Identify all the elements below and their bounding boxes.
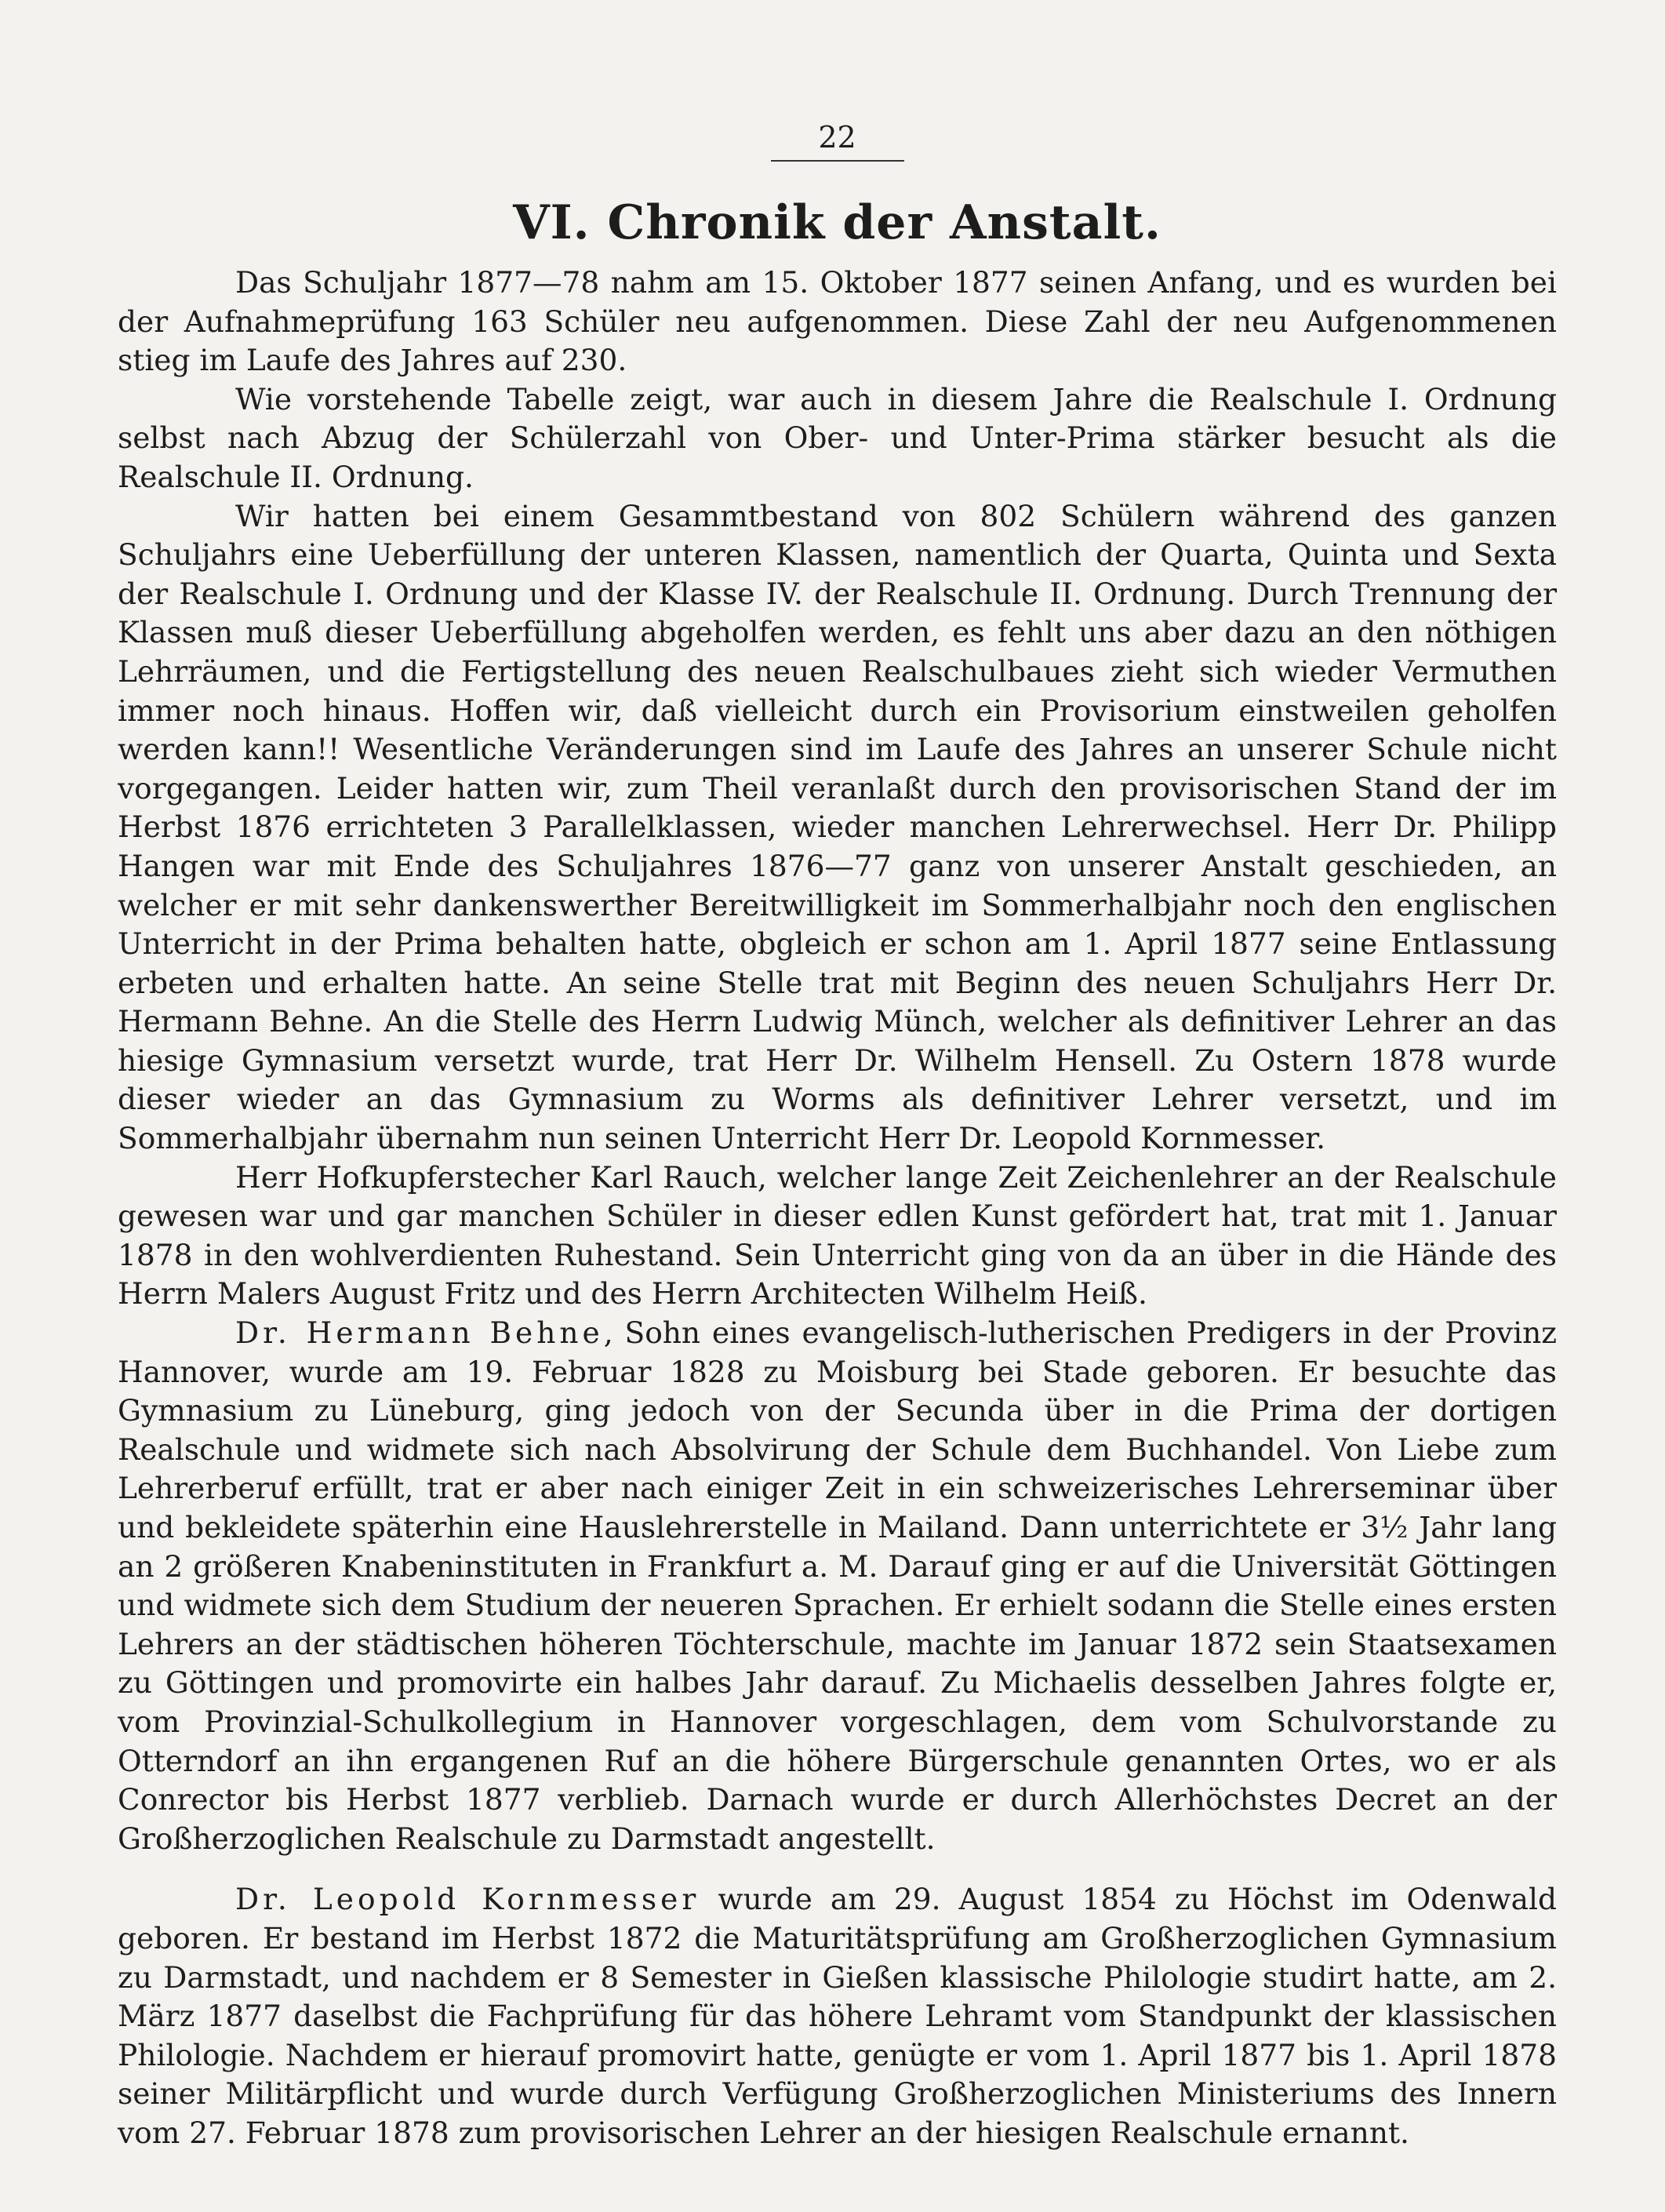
chapter-title: VI. Chronik der Anstalt.: [513, 195, 1162, 250]
paragraph-overcrowding-and-staff: Wir hatten bei einem Gesammtbestand von 802 Schülern während des ganzen Schuljahrs eine Ueberfüllung der unteren Klassen, namentlich der Quarta, Quinta und Sexta der Realschule I. Ordnung und der Klasse IV. der Realschule II. Ordnung. Durch Trennung der Klassen muß dieser Ueberfüllung abgeholfen werden, es fehlt uns aber dazu an den nöthigen Lehrräumen, und die Fertigstellung des neuen Realschulbaues zieht sich wieder Vermuthen immer noch hinaus. Hoffen wir, daß vielleicht durch ein Provisorium einstweilen geholfen werden kann!! Wesentliche Veränderungen sind im Laufe des Jahres an unserer Schule nicht vorgegangen. Leider hatten wir, zum Theil veranlaßt durch den provisorischen Stand der im Herbst 1876 errichteten 3 Parallelklassen, wieder manchen Lehrerwechsel. Herr Dr. Philipp Hangen war mit Ende des Schuljahres 1876—77 ganz von unserer Anstalt geschieden, an welcher er mit sehr dankenswerther Bereitwilligkeit im Sommerhalbjahr noch den englischen Unterricht in der Prima behalten hatte, obgleich er schon am 1. April 1877 seine Entlassung erbeten und erhalten hatte. An seine Stelle trat mit Beginn des neuen Schuljahrs Herr Dr. Hermann Behne. An die Stelle des Herrn Ludwig Münch, welcher als definitiver Lehrer an das hiesige Gymnasium versetzt wurde, trat Herr Dr. Wilhelm Hensell. Zu Ostern 1878 wurde dieser wieder an das Gymnasium zu Worms als definitiver Lehrer versetzt, und im Sommerhalbjahr übernahm nun seinen Unterricht Herr Dr. Leopold Kornmesser.: [118, 498, 1557, 1156]
paragraph-school-year: Das Schuljahr 1877—78 nahm am 15. Oktober 1877 seinen Anfang, und es wurden bei der Aufnahmeprüfung 163 Schüler neu aufgenommen. Diese Zahl der neu Aufgenommenen stieg im Laufe des Jahres auf 230.: [118, 265, 1557, 378]
page-number: 22: [818, 120, 856, 155]
person-name-behne: Dr. Hermann Behne: [235, 1315, 604, 1351]
paragraph-behne-text: , Sohn eines evangelisch-lutherischen Predigers in der Provinz Hannover, wurde am 19. Februar 1828 zu Moisburg bei Stade geboren. Er besuchte das Gymnasium zu Lüneburg, ging jedoch von der Secunda über in die Prima der dortigen Realschule und widmete sich nach Absolvirung der Schule dem Buchhandel. Von Liebe zum Lehrerberuf erfüllt, trat er aber nach einiger Zeit in ein schweizerisches Lehrerseminar über und bekleidete späterhin eine Hauslehrerstelle in Mailand. Dann unterrichtete er 3½ Jahr lang an 2 größeren Knabeninstituten in Frankfurt a. M. Darauf ging er auf die Universität Göttingen und widmete sich dem Studium der neueren Sprachen. Er erhielt sodann die Stelle eines ersten Lehrers an der städtischen höheren Töchterschule, machte im Januar 1872 sein Staatsexamen zu Göttingen und promovirte ein halbes Jahr darauf. Zu Michaelis desselben Jahres folgte er, vom Provinzial-Schulkollegium in Hannover vorgeschlagen, dem vom Schulvorstande zu Otterndorf an ihn ergangenen Ruf an die höhere Bürgerschule genannten Ortes, wo er als Conrector bis Herbst 1877 verblieb. Darnach wurde er durch Allerhöchstes Decret an der Großherzoglichen Realschule zu Darmstadt angestellt.: [118, 1315, 1558, 1856]
document-page: [118, 118, 1557, 2153]
paragraph-behne-biography: [118, 1314, 1557, 1858]
header-rule: [771, 160, 904, 162]
paragraph-kornmesser-text: wurde am 29. August 1854 zu Höchst im Odenwald geboren. Er bestand im Herbst 1872 die Maturitätsprüfung am Großherzoglichen Gymnasium zu Darmstadt, und nachdem er 8 Semester in Gießen klassische Philologie studirt hatte, am 2. März 1877 daselbst die Fachprüfung für das höhere Lehramt vom Standpunkt der klassischen Philologie. Nachdem er hierauf promovirt hatte, genügte er vom 1. April 1877 bis 1. April 1878 seiner Militärpflicht und wurde durch Verfügung Großherzoglichen Ministeriums des Innern vom 27. Februar 1878 zum provisorischen Lehrer an der hiesigen Realschule ernannt.: [118, 1882, 1558, 2150]
paragraph-kornmesser-biography: [118, 1880, 1557, 2152]
paragraph-drawing-teacher: Herr Hofkupferstecher Karl Rauch, welcher lange Zeit Zeichenlehrer an der Realschule gewesen war und gar manchen Schüler in dieser edlen Kunst gefördert hat, trat mit 1. Januar 1878 in den wohlverdienten Ruhestand. Sein Unterricht ging von da an über in die Hände des Herrn Malers August Fritz und des Herrn Architecten Wilhelm Heiß.: [118, 1159, 1557, 1312]
person-name-kornmesser: Dr. Leopold Kornmesser: [235, 1882, 700, 1917]
paragraph-enrollment-comparison: Wie vorstehende Tabelle zeigt, war auch in diesem Jahre die Realschule I. Ordnung selbst nach Abzug der Schülerzahl von Ober- und Unter-Prima stärker besucht als die Realschule II. Ordnung.: [118, 381, 1557, 494]
